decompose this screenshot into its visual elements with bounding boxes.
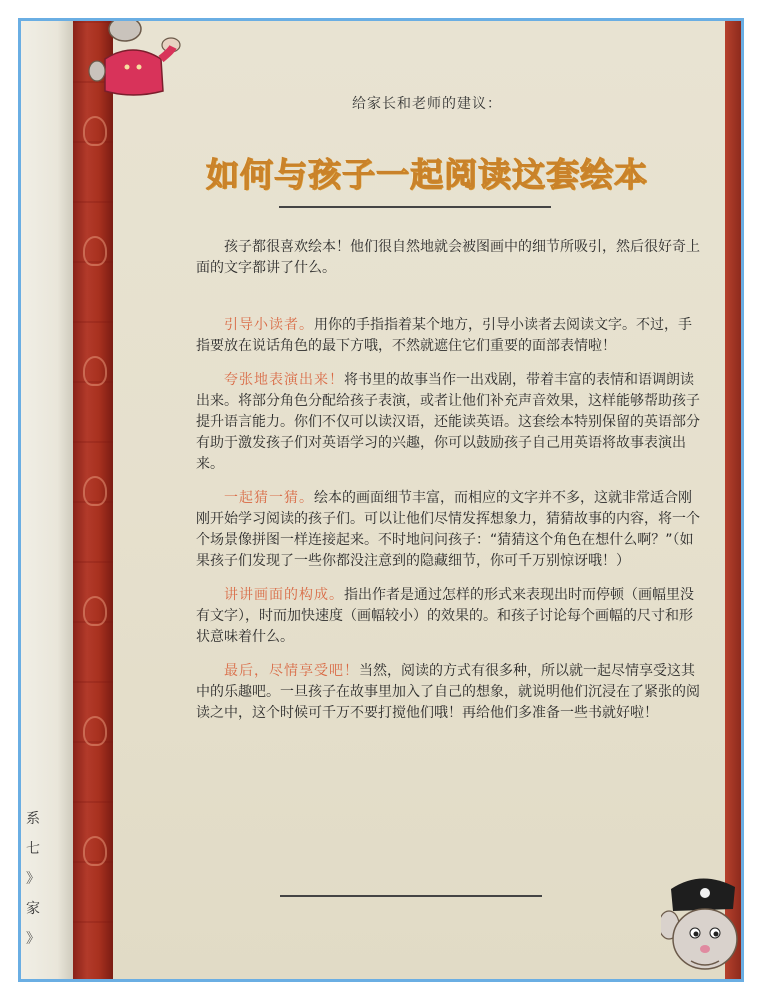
subtitle: 给家长和老师的建议：	[352, 96, 502, 112]
paragraph-text: 当然，阅读的方式有很多种，所以就一起尽情享受这其中的乐趣吧。一旦孩子在故事里加入了自己的想象，就说明他们沉浸在了紧张的阅读之中，这个时候可千万不要打搅他们哦！再给他们多准备一些书就好啦！	[196, 663, 700, 721]
footer-divider	[280, 895, 542, 897]
title-divider	[279, 206, 551, 208]
border-ornament	[83, 116, 107, 146]
border-ornament	[83, 236, 107, 266]
adjacent-page	[21, 21, 73, 979]
side-char: 系	[26, 811, 40, 827]
tip-heading: 一起猜一猜。	[224, 490, 314, 506]
intro-paragraph	[196, 237, 704, 279]
decorative-border	[73, 21, 113, 979]
page-title: 如何与孩子一起阅读这套绘本	[206, 155, 648, 194]
border-ornament	[83, 356, 107, 386]
paragraph-text: 指出作者是通过怎样的形式来表现出时而停顿（画幅里没有文字），时而加快速度（画幅较小）的效果的。和孩子讨论每个画幅的尺寸和形状意味着什么。	[196, 587, 694, 645]
tip-paragraph	[196, 315, 704, 357]
paragraph-text: 孩子都很喜欢绘本！他们很自然地就会被图画中的细节所吸引，然后很好奇上面的文字都讲了什么。	[196, 239, 700, 276]
border-ornament	[83, 476, 107, 506]
border-ornament	[83, 836, 107, 866]
side-char: 家	[26, 901, 40, 917]
border-ornament	[83, 596, 107, 626]
tip-heading: 最后，尽情享受吧！	[224, 663, 359, 679]
border-ornament	[83, 716, 107, 746]
paragraph-text: 用你的手指指着某个地方，引导小读者去阅读文字。不过，手指要放在说话角色的最下方哦，不然就遮住它们重要的面部表情啦！	[196, 317, 692, 354]
body-text	[196, 237, 704, 724]
tip-heading: 夸张地表演出来！	[224, 372, 344, 388]
pirate-mouse-illustration	[661, 869, 741, 979]
adjacent-page-text	[23, 804, 43, 954]
mouse-illustration	[83, 21, 193, 99]
side-char: 七	[26, 841, 40, 857]
side-char: 》	[26, 931, 40, 947]
tip-paragraph	[196, 488, 704, 572]
paragraph-text: 绘本的画面细节丰富，而相应的文字并不多，这就非常适合刚刚开始学习阅读的孩子们。可以让他们尽情发挥想象力，猜猜故事的内容，将一个个场景像拼图一样连接起来。不时地问问孩子：“猜猜这个角色在想什么啊？”（如果孩子们发现了一些你都没注意到的隐藏细节，你可千万别惊讶哦！）	[196, 490, 700, 569]
tip-paragraph	[196, 370, 704, 475]
side-char: 》	[26, 871, 40, 887]
photo-frame	[18, 18, 744, 982]
tip-paragraph	[196, 585, 704, 648]
tip-heading: 讲讲画面的构成。	[224, 587, 344, 603]
paragraph-text: 将书里的故事当作一出戏剧，带着丰富的表情和语调朗读出来。将部分角色分配给孩子表演，或者让他们补充声音效果，这样能够帮助孩子提升语言能力。你们不仅可以读汉语，还能读英语。这套绘本特别保留的英语部分有助于激发孩子们对英语学习的兴趣，你可以鼓励孩子自己用英语将故事表演出来。	[196, 372, 700, 472]
tip-paragraph	[196, 661, 704, 724]
tip-heading: 引导小读者。	[224, 317, 314, 333]
